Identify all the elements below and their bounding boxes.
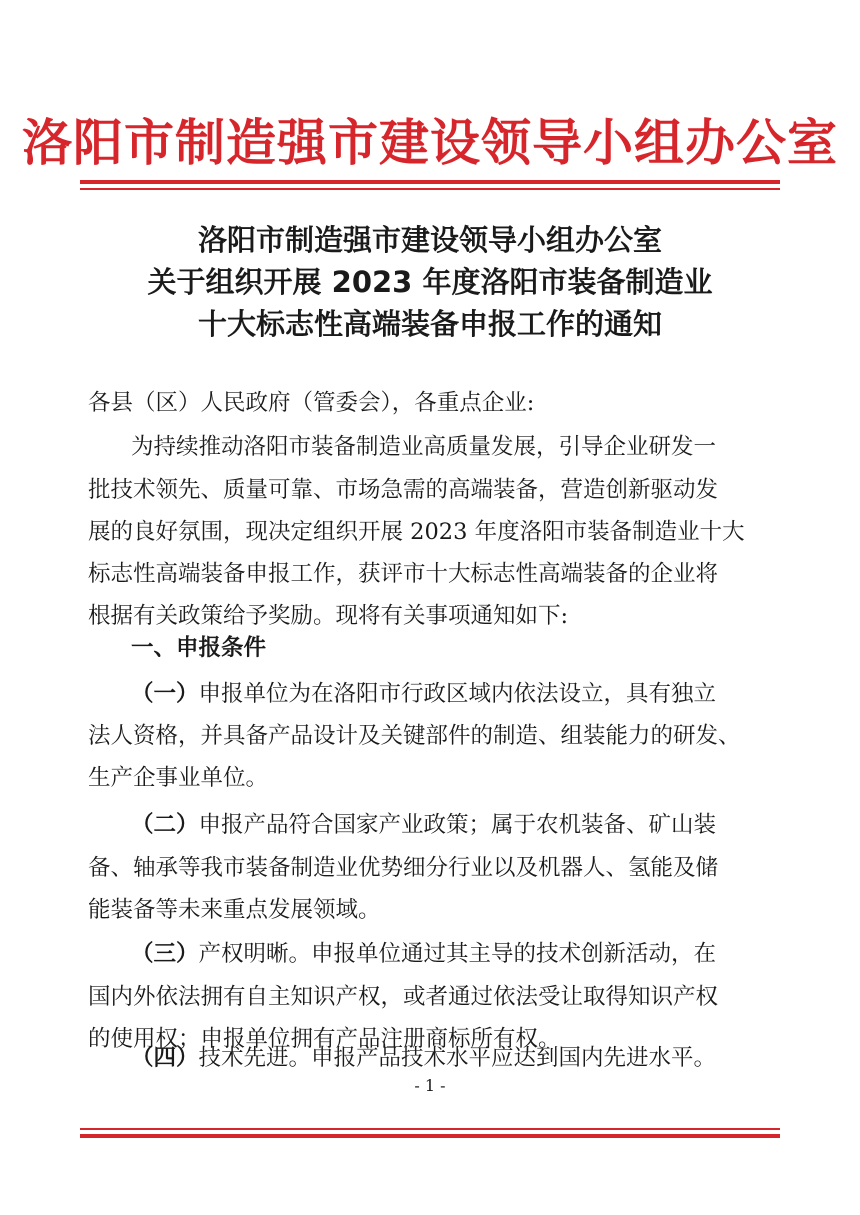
- item-4-number: （四）: [131, 1045, 199, 1071]
- section-heading: 一、申报条件: [131, 635, 267, 661]
- item-1-number: （一）: [131, 681, 199, 707]
- intro-line-4: 标志性高端装备申报工作，获评市十大标志性高端装备的企业将: [88, 561, 719, 587]
- footer-rule-thick: [80, 1134, 780, 1138]
- title-line-1: 洛阳市制造强市建设领导小组办公室: [197, 223, 662, 257]
- item-2-first-line: [131, 809, 716, 841]
- item-1-text: 申报单位为在洛阳市行政区域内依法设立，具有独立: [198, 681, 717, 707]
- intro-line-3: 展的良好氛围，现决定组织开展 2023 年度洛阳市装备制造业十大: [88, 519, 745, 545]
- title-line-2: 关于组织开展 2023 年度洛阳市装备制造业: [147, 265, 713, 299]
- header-rule-thin: [80, 188, 780, 190]
- item-4-text: 技术先进。申报产品技术水平应达到国内先进水平。: [198, 1045, 717, 1071]
- intro-line-2: 批技术领先、质量可靠、市场急需的高端装备，营造创新驱动发: [88, 477, 719, 503]
- intro-line-5: 根据有关政策给予奖励。现将有关事项通知如下:: [88, 603, 569, 629]
- item-4-first-line: [131, 1042, 716, 1074]
- item-2-line-3: 能装备等未来重点发展领域。: [88, 897, 381, 923]
- item-1-line-2: 法人资格，并具备产品设计及关键部件的制造、组装能力的研发、: [88, 723, 741, 749]
- item-3-line-3: 的使用权；申报单位拥有产品注册商标所有权。: [88, 1026, 561, 1052]
- org-header: 洛阳市制造强市建设领导小组办公室: [22, 113, 838, 172]
- item-1-first-line: [131, 678, 716, 710]
- item-3-text: 产权明晰。申报单位通过其主导的技术创新活动，在: [198, 941, 717, 967]
- item-3-line-2: 国内外依法拥有自主知识产权，或者通过依法受让取得知识产权: [88, 984, 719, 1010]
- item-2-number: （二）: [131, 812, 199, 838]
- title-line-3: 十大标志性高端装备申报工作的通知: [197, 307, 662, 341]
- item-3-first-line: [131, 938, 716, 970]
- item-1-line-3: 生产企事业单位。: [88, 765, 269, 791]
- item-3-number: （三）: [131, 941, 199, 967]
- header-rule-thick: [80, 180, 780, 184]
- page-number: - 1 -: [414, 1076, 446, 1095]
- footer-rule-thin: [80, 1128, 780, 1130]
- intro-line-1: 为持续推动洛阳市装备制造业高质量发展，引导企业研发一: [131, 434, 717, 460]
- item-2-line-2: 备、轴承等我市装备制造业优势细分行业以及机器人、氢能及储: [88, 855, 719, 881]
- salutation: 各县（区）人民政府（管委会），各重点企业:: [88, 390, 535, 416]
- item-2-text: 申报产品符合国家产业政策；属于农机装备、矿山装: [198, 812, 717, 838]
